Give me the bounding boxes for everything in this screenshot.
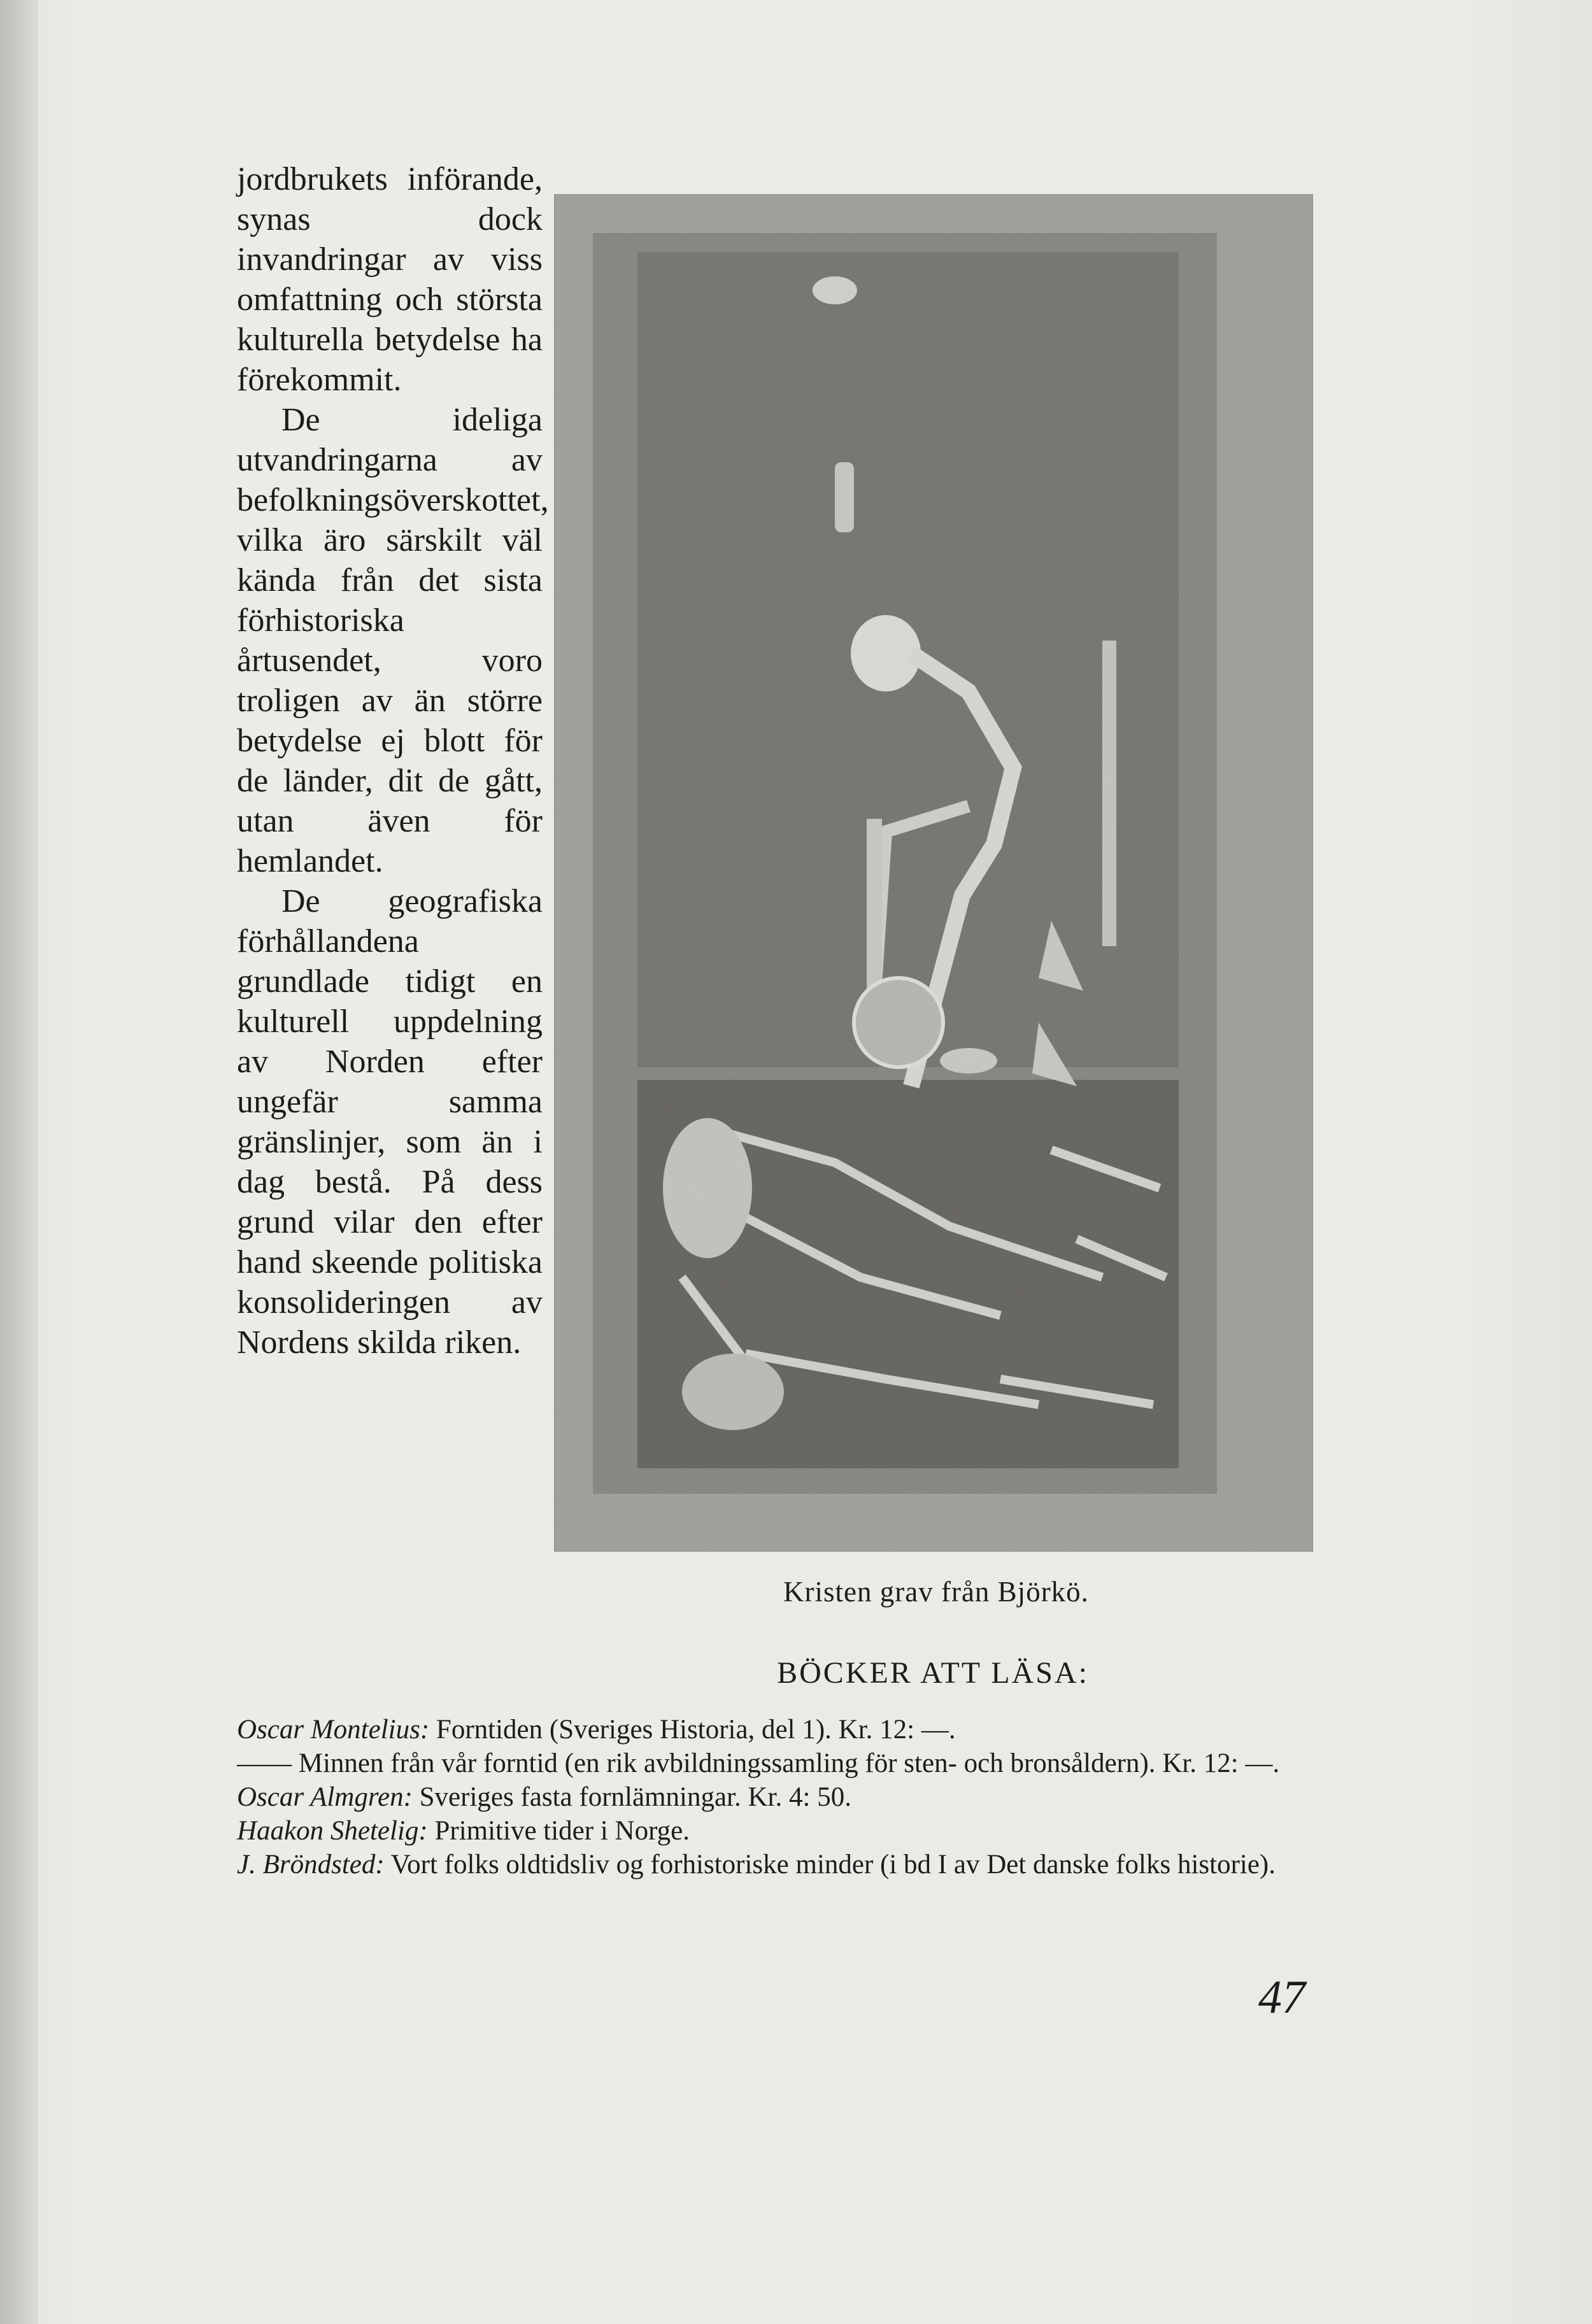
bibliography-entry: [237, 1780, 1300, 1814]
entry-author: ——: [237, 1748, 292, 1778]
bibliography-entry: [237, 1814, 1300, 1848]
figure-caption: Kristen grav från Björkö.: [783, 1576, 1089, 1608]
entry-text: Minnen från vår forntid (en rik avbildningssamling för sten- och bronsåldern). Kr. 12: —.: [292, 1748, 1280, 1778]
entry-author: Oscar Montelius:: [237, 1715, 430, 1745]
body-paragraph: De geografiska förhållandena grundlade tidigt en kulturell uppdelning av Norden efter ungefär samma gränslinjer, som än i dag bestå. På dess grund vilar den efter hand skeende politiska konsolideringen av Nordens skilda riken.: [237, 883, 543, 1361]
grave-photo-illustration: [555, 195, 1312, 1551]
entry-text: Forntiden (Sveriges Historia, del 1). Kr. 12: —.: [429, 1715, 956, 1745]
entry-author: J. Bröndsted:: [237, 1850, 385, 1880]
grave-photograph: [554, 194, 1313, 1552]
entry-text: Sveriges fasta fornlämningar. Kr. 4: 50.: [412, 1782, 851, 1812]
body-paragraph: De ideliga utvandringarna av befolkningsöverskottet, vilka äro särskilt väl kända från det sista förhistoriska årtusendet, voro troligen av än större betydelse ej blott för de länder, dit de gått, utan även för hemlandet.: [237, 402, 549, 879]
page-number: 47: [1258, 1971, 1305, 2023]
entry-author: Oscar Almgren:: [237, 1782, 413, 1812]
bibliography-entry: [237, 1848, 1300, 1881]
reading-list: [237, 1713, 1300, 1881]
reading-list-heading: BÖCKER ATT LÄSA:: [777, 1656, 1089, 1690]
entry-author: Haakon Shetelig:: [237, 1816, 428, 1846]
body-text-column: [237, 159, 549, 1363]
bibliography-entry: [237, 1713, 1300, 1747]
book-gutter: [0, 0, 38, 2324]
entry-text: Primitive tider i Norge.: [427, 1816, 690, 1846]
entry-text: Vort folks oldtidsliv og forhistoriske minder (i bd I av Det danske folks historie).: [384, 1850, 1276, 1880]
bibliography-entry: [237, 1747, 1300, 1780]
body-paragraph: jordbrukets införande, synas dock invandringar av viss omfattning och största kulturella betydelse ha förekommit.: [237, 161, 543, 398]
